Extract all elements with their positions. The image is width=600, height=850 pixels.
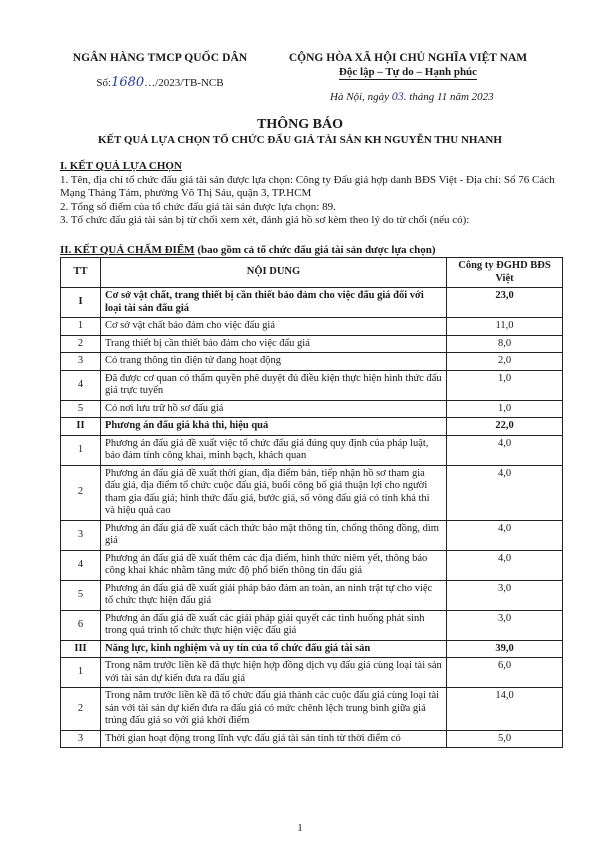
row-content: Phương án đấu giá đề xuất cách thức bảo mật thông tin, chống thông đồng, dìm giá (101, 520, 447, 550)
table-row (61, 418, 563, 436)
row-tt: 2 (61, 688, 101, 731)
table-row (61, 658, 563, 688)
row-tt: 2 (61, 465, 101, 520)
row-content: Đã được cơ quan có thẩm quyền phê duyệt đủ điều kiện thực hiện hình thức đấu giá trực tuyến (101, 370, 447, 400)
table-row (61, 370, 563, 400)
row-content: Thời gian hoạt động trong lĩnh vực đấu giá tài sản tính từ thời điểm có (101, 730, 447, 748)
row-tt: 4 (61, 370, 101, 400)
document-title: THÔNG BÁO (257, 117, 343, 132)
row-score: 3,0 (447, 610, 563, 640)
table-row (61, 435, 563, 465)
row-tt: 2 (61, 335, 101, 353)
row-tt: 3 (61, 353, 101, 371)
table-row (61, 400, 563, 418)
row-content: Trong năm trước liền kề đã tổ chức đấu giá thành các cuộc đấu giá cùng loại tài sản với tài sản dự kiến đưa ra đấu giá có mức chênh lệch trung bình giữa giá trúng đấu giá so với giá khởi điểm (101, 688, 447, 731)
table-row (61, 520, 563, 550)
row-content: Phương án đấu giá đề xuất việc tổ chức đấu giá đúng quy định của pháp luật, bảo đảm tính công khai, minh bạch, khách quan (101, 435, 447, 465)
table-header-row (61, 258, 563, 288)
bank-name: NGÂN HÀNG TMCP QUỐC DÂN (72, 52, 248, 64)
national-heading (258, 52, 558, 78)
table-row (61, 688, 563, 731)
row-content: Năng lực, kinh nghiệm và uy tín của tổ chức đấu giá tài sản (101, 640, 447, 658)
table-body (61, 288, 563, 748)
row-content: Cơ sở vật chất bảo đảm cho việc đấu giá (101, 318, 447, 336)
section1-heading: I. KẾT QUẢ LỰA CHỌN (60, 160, 182, 172)
row-score: 4,0 (447, 435, 563, 465)
handwritten-day: 03 (391, 89, 404, 103)
row-tt: 5 (61, 400, 101, 418)
rejected-organizations-line: 3. Tổ chức đấu giá tài sản bị từ chối xem xét, đánh giá hồ sơ kèm theo lý do từ chối (nếu có): (60, 214, 470, 226)
row-score: 39,0 (447, 640, 563, 658)
row-score: 3,0 (447, 580, 563, 610)
row-tt: 3 (61, 520, 101, 550)
row-score: 6,0 (447, 658, 563, 688)
row-tt: 1 (61, 318, 101, 336)
handwritten-number: 1680 (111, 75, 145, 90)
country-name: CỘNG HÒA XÃ HỘI CHỦ NGHĨA VIỆT NAM (288, 52, 528, 64)
table-row (61, 353, 563, 371)
table-row (61, 730, 563, 748)
table-row (61, 318, 563, 336)
row-tt: 1 (61, 658, 101, 688)
row-score: 5,0 (447, 730, 563, 748)
row-tt: 1 (61, 435, 101, 465)
table-row (61, 640, 563, 658)
row-score: 1,0 (447, 370, 563, 400)
row-score: 4,0 (447, 550, 563, 580)
row-score: 22,0 (447, 418, 563, 436)
row-score: 1,0 (447, 400, 563, 418)
section-selection-result (60, 160, 560, 228)
row-content: Phương án đấu giá đề xuất giải pháp bảo đảm an toàn, an ninh trật tự cho việc tổ chức thực hiện đấu giá (101, 580, 447, 610)
row-score: 11,0 (447, 318, 563, 336)
table-row (61, 610, 563, 640)
column-header-content: NỘI DUNG (101, 258, 447, 288)
row-content: Cơ sở vật chất, trang thiết bị cần thiết bảo đảm cho việc đấu giá đối với loại tài sản đấu giá (101, 288, 447, 318)
table-row (61, 335, 563, 353)
row-tt: III (61, 640, 101, 658)
section2-heading: II. KẾT QUẢ CHẤM ĐIỂM (bao gồm cả tổ chức đấu giá tài sản được lựa chọn) (60, 244, 436, 256)
row-tt: 4 (61, 550, 101, 580)
row-score: 14,0 (447, 688, 563, 731)
row-tt: 3 (61, 730, 101, 748)
row-tt: 5 (61, 580, 101, 610)
row-content: Phương án đấu giá đề xuất thời gian, địa điểm bán, tiếp nhận hồ sơ tham gia đấu giá, địa điểm tổ chức cuộc đấu giá, buổi công bố giá thuận lợi cho người tham gia đấu giá; hình thức đấu giá, bước giá, số vòng đấu giá có tính khả thi và hiệu quả cao (101, 465, 447, 520)
row-tt: II (61, 418, 101, 436)
row-content: Phương án đấu giá khả thi, hiệu quả (101, 418, 447, 436)
row-content: Phương án đấu giá đề xuất các giải pháp giải quyết các tình huống phát sinh trong quá trình tổ chức thực hiện việc đấu giá (101, 610, 447, 640)
table-row (61, 580, 563, 610)
row-tt: 6 (61, 610, 101, 640)
scoring-table (60, 257, 563, 748)
row-score: 8,0 (447, 335, 563, 353)
row-content: Có trang thông tin điện tử đang hoạt động (101, 353, 447, 371)
document-number: Số:1680…/2023/TB-NCB (96, 75, 224, 90)
row-score: 2,0 (447, 353, 563, 371)
national-motto: Độc lập – Tự do – Hạnh phúc (338, 66, 478, 78)
table-row (61, 288, 563, 318)
selected-organization: 1. Tên, địa chỉ tổ chức đấu giá tài sản được lựa chọn: Công ty Đấu giá hợp danh BĐS Việt - Địa chỉ: Số 76 Cách Mạng Tháng Tám, phường Võ Thị Sáu, quận 3, TP.HCM (60, 173, 555, 199)
row-content: Phương án đấu giá đề xuất thêm các địa điểm, hình thức niêm yết, thông báo công khai khác nhằm tăng mức độ phổ biến thông tin đấu giá (101, 550, 447, 580)
table-row (61, 465, 563, 520)
row-content: Trong năm trước liền kề đã thực hiện hợp đồng dịch vụ đấu giá cùng loại tài sản với tài sản dự kiến đưa ra đấu giá (101, 658, 447, 688)
date-line: Hà Nội, ngày 03. tháng 11 năm 2023 (330, 89, 494, 103)
row-score: 4,0 (447, 465, 563, 520)
document-subtitle: KẾT QUẢ LỰA CHỌN TỔ CHỨC ĐẤU GIÁ TÀI SẢN KH NGUYỄN THU NHANH (98, 134, 502, 146)
page-number: 1 (297, 822, 303, 834)
row-content: Trang thiết bị cần thiết bảo đảm cho việc đấu giá (101, 335, 447, 353)
row-score: 23,0 (447, 288, 563, 318)
row-content: Có nơi lưu trữ hồ sơ đấu giá (101, 400, 447, 418)
table-row (61, 550, 563, 580)
column-header-score: Công ty ĐGHD BĐS Việt (447, 258, 563, 288)
row-tt: I (61, 288, 101, 318)
issuer-block (60, 52, 260, 90)
column-header-tt: TT (61, 258, 101, 288)
total-score-line: 2. Tổng số điểm của tổ chức đấu giá tài sản được lựa chọn: 89. (60, 200, 336, 213)
row-score: 4,0 (447, 520, 563, 550)
